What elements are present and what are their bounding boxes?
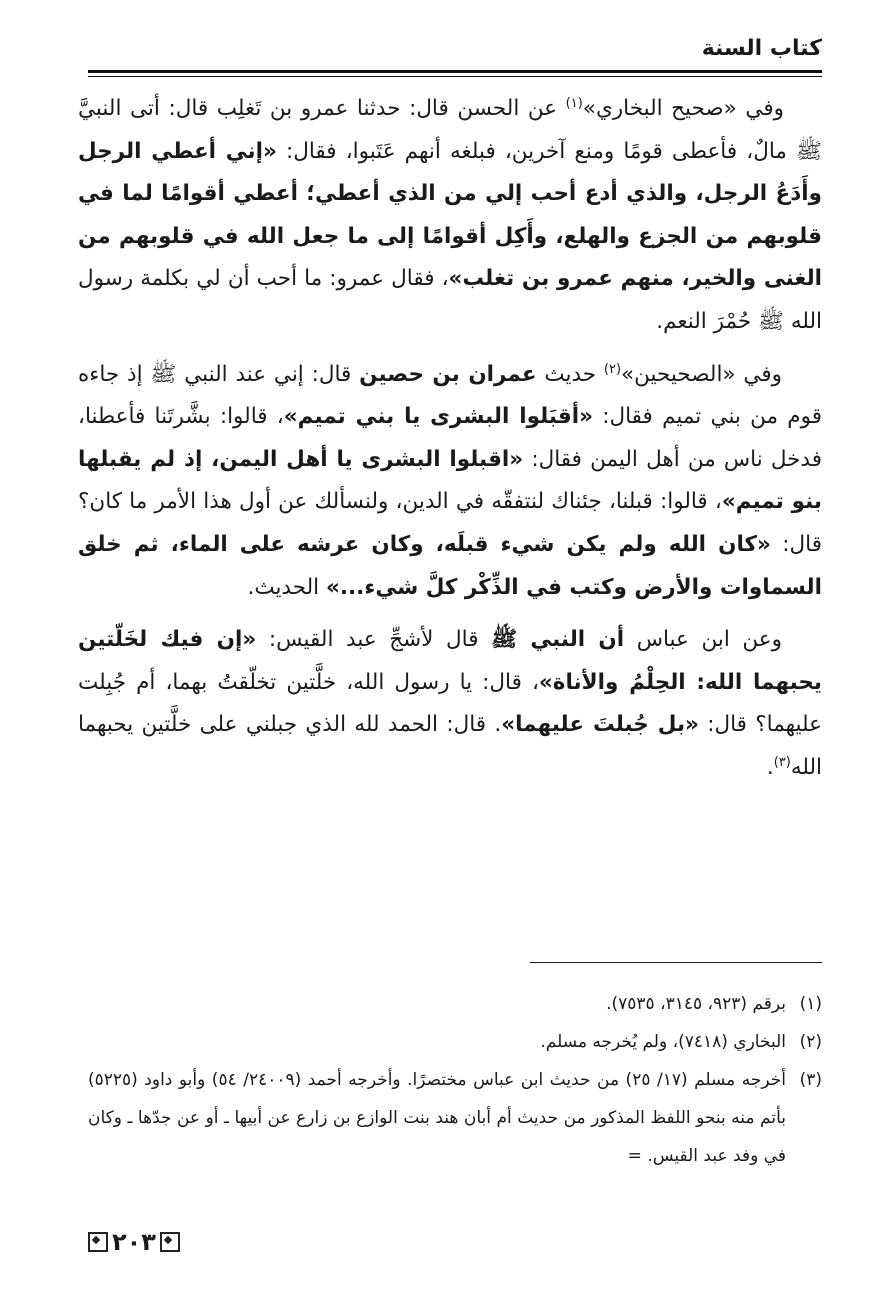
footnote-1 (88, 985, 822, 1023)
ornament-icon (160, 1232, 180, 1252)
header-rule-thick (88, 70, 822, 73)
footnote-number: (١) (799, 994, 822, 1014)
p2-quote-2: «اقبلوا البشرى يا أهل اليمن، إذ لم يقبلها بنو تميم» (78, 446, 823, 515)
paragraph-3 (78, 619, 822, 789)
p2-quote-1: «أقبَلوا البشرى يا بني تميم» (283, 404, 593, 430)
footnote-ref-2[interactable]: (٢) (603, 361, 622, 377)
p3-text-e: . (766, 754, 774, 780)
p2-text-e: ، قالوا: قبلنا، جئناك لنتفقّه في الدين، ولنسألك عن أول هذا الأمر ما كان؟ قال: (78, 489, 822, 557)
page-header (88, 36, 822, 68)
p3-text-b: قال لأشجِّ عبد القيس: (256, 627, 492, 653)
p3-quote-2: «بل جُبلتَ عليهما» (501, 712, 699, 738)
p1-text-b: عن الحسن قال: حدثنا عمرو بن تَغلِب قال: أتى النبيَّ ﷺ مالٌ، فأعطى قومًا ومنع آخرين، فبلغه أنهم عَتَبوا، فقال: (78, 96, 822, 164)
footnote-text: البخاري (٧٤١٨)، ولم يُخرجه مسلم. (540, 1032, 786, 1052)
p2-narrator: عمران بن حصين (359, 361, 537, 387)
ornament-icon (88, 1232, 108, 1252)
footnote-text: أخرجه مسلم (١٧/ ٢٥) من حديث ابن عباس مختصرًا. وأخرجه أحمد (٢٤٠٠٩/ ٥٤) وأبو داود (٥٢٢٥) بأتم منه بنحو اللفظ المذكور من حديث أم أبان هند بنت الوازع بن زارع عن أبيها ـ أو عن جدّها ـ وكان في وفد عبد القيس. = (88, 1070, 787, 1166)
page-number-block (88, 1228, 180, 1256)
paragraph-2 (78, 354, 822, 610)
p2-text-d: ، قالوا: بشَّرتَنا فأعطنا، فدخل ناس من أهل اليمن فقال: (78, 404, 822, 472)
p2-text-b: حديث (536, 361, 604, 387)
p2-text-f: الحديث. (247, 574, 326, 600)
p2-quote-3: «كان الله ولم يكن شيء قبلَه، وكان عرشه على الماء، ثم خلق السماوات والأرض وكتب في الذِّكْر كلَّ شيء...» (78, 531, 822, 600)
footnote-number: (٣) (799, 1070, 822, 1090)
p1-text-a: وفي «صحيح البخاري» (582, 96, 784, 121)
footnote-number: (٢) (799, 1032, 822, 1052)
paragraph-1 (78, 88, 822, 344)
chapter-title: كتاب السنة (701, 36, 822, 61)
p3-text-c: ، قال: يا رسول الله، خلَّتين تخلّقتُ بهما، أم جُبِلت عليهما؟ قال: (78, 669, 822, 738)
p3-bold-1: أن النبي ﷺ (491, 627, 625, 653)
page-number: ٢٠٣ (112, 1228, 156, 1256)
footnote-separator (530, 962, 822, 963)
p3-quote-1: «إن فيك لخَلّتين يحبهما الله: الحِلْمُ والأناة» (78, 627, 822, 695)
p1-text-c: ، فقال عمرو: ما أحب أن لي بكلمة رسول الله ﷺ حُمْرَ النعم. (78, 266, 822, 334)
footnotes (88, 985, 822, 1175)
footnote-2 (88, 1023, 822, 1061)
main-text (78, 88, 822, 800)
header-rule-thin (88, 76, 822, 77)
p3-text-d: . قال: الحمد لله الذي جبلني على خلَّتين يحبهما الله (78, 712, 822, 780)
p3-text-a: وعن ابن عباس (624, 627, 782, 653)
footnote-ref-3[interactable]: (٣) (773, 754, 791, 770)
p2-text-a: وفي «الصحيحين» (621, 361, 783, 387)
footnote-ref-1[interactable]: (١) (565, 96, 583, 111)
footnote-text: برقم (٩٢٣، ٣١٤٥، ٧٥٣٥). (606, 994, 786, 1014)
footnote-3 (88, 1061, 822, 1175)
p1-hadith-quote: «إني أعطي الرجل وأَدَعُ الرجل، والذي أدع أحب إلي من الذي أعطي؛ أعطي أقوامًا لما في قلوبهم من الجزع والهلع، وأَكِل أقوامًا إلى ما جعل الله في قلوبهم من الغنى والخير، منهم عمرو بن تغلب» (78, 138, 823, 292)
p2-text-c: قال: إني عند النبي ﷺ إذ جاءه قوم من بني تميم فقال: (78, 361, 822, 430)
